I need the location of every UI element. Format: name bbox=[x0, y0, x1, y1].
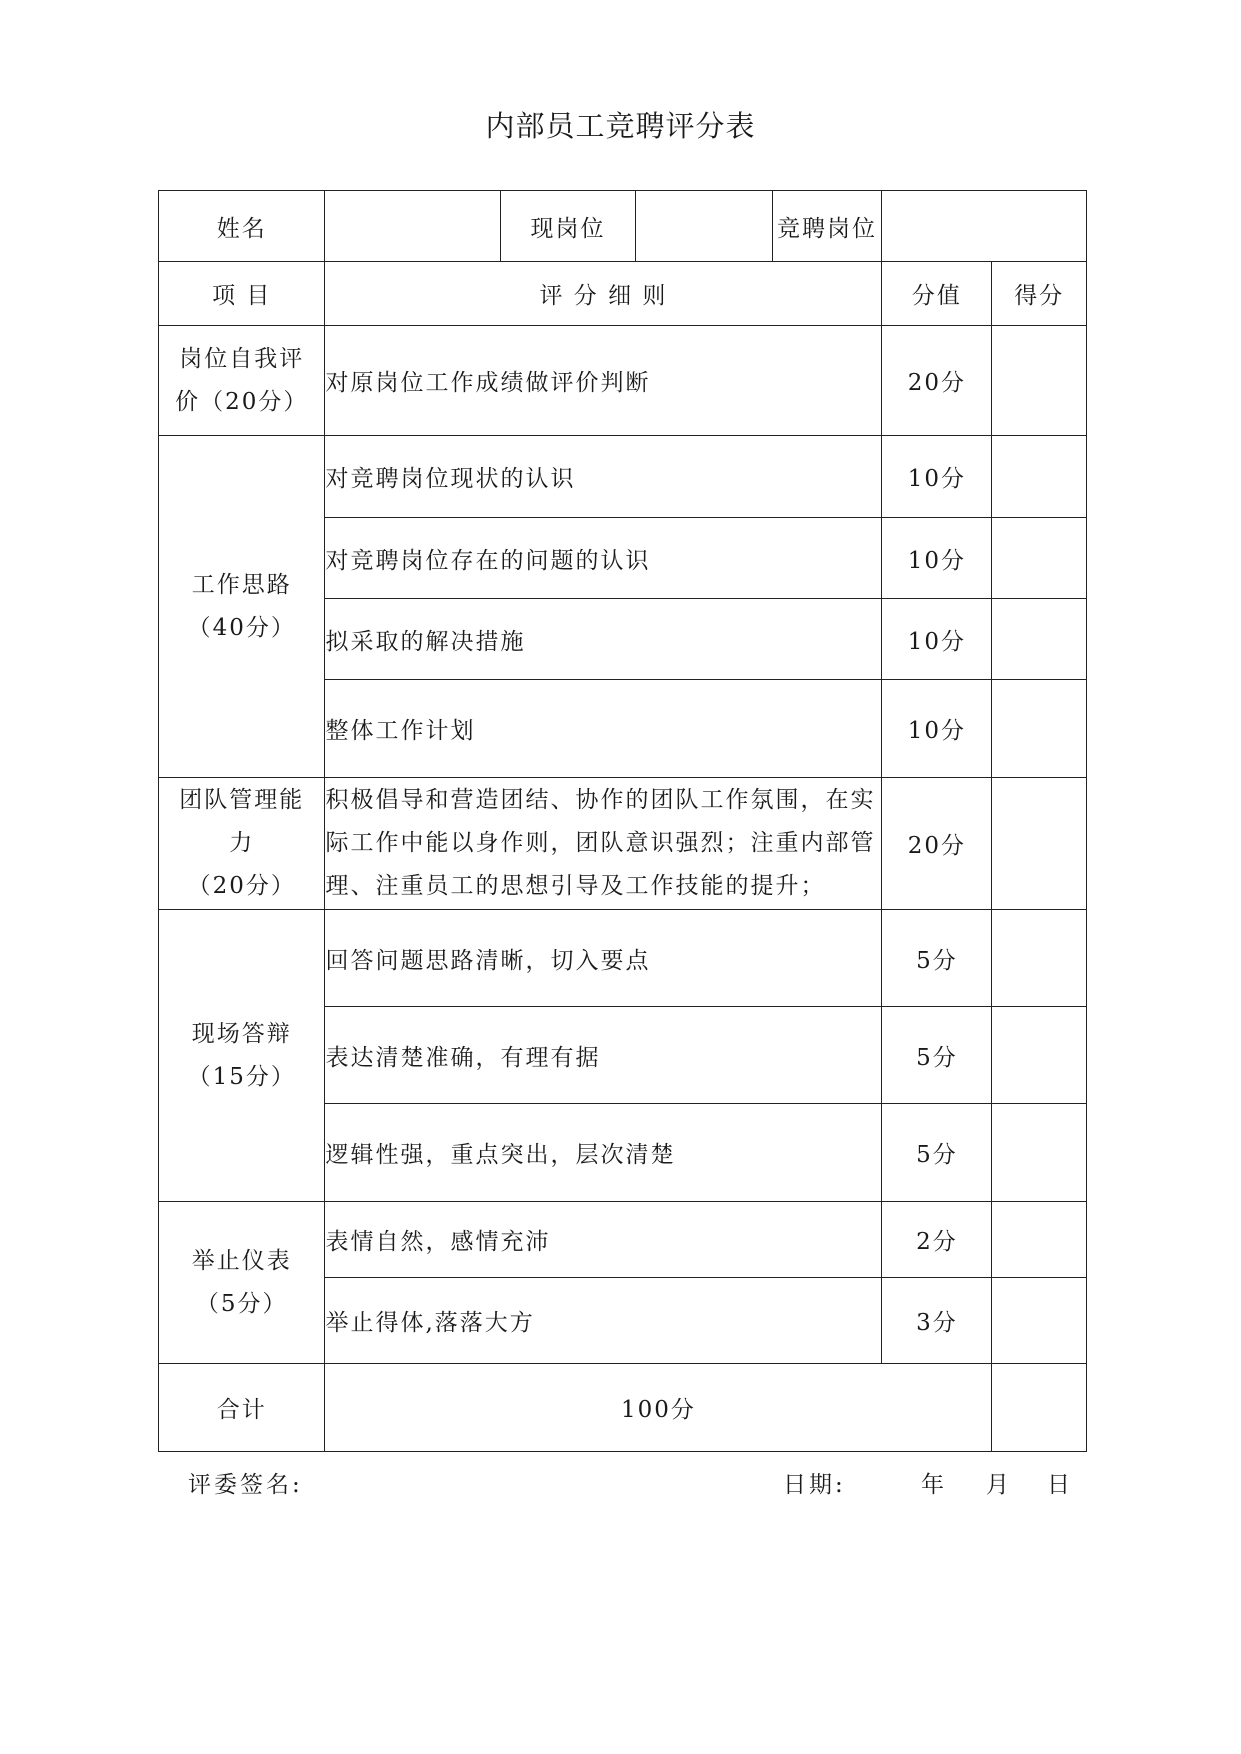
section-name-line: 力 bbox=[229, 830, 255, 856]
col-header-points: 分值 bbox=[882, 262, 992, 326]
section-on-site-defense bbox=[159, 910, 325, 1202]
table-row bbox=[159, 326, 1087, 436]
scoring-table bbox=[158, 190, 1087, 1452]
rule-cell: 举止得体,落落大方 bbox=[325, 1278, 882, 1364]
score-cell[interactable] bbox=[992, 326, 1087, 436]
rule-line: 理、注重员工的思想引导及工作技能的提升； bbox=[325, 873, 826, 899]
score-cell[interactable] bbox=[992, 1007, 1087, 1104]
rule-cell: 整体工作计划 bbox=[325, 680, 882, 778]
section-name-line: （20分） bbox=[187, 873, 296, 899]
table-row bbox=[159, 910, 1087, 1007]
points-cell: 5分 bbox=[882, 1007, 992, 1104]
rule-cell: 拟采取的解决措施 bbox=[325, 599, 882, 680]
section-team-mgmt bbox=[159, 778, 325, 910]
col-header-score: 得分 bbox=[992, 262, 1087, 326]
col-header-rules: 评 分 细 则 bbox=[325, 262, 882, 326]
rule-cell bbox=[325, 778, 882, 910]
section-name-line: 现场答辩 bbox=[191, 1020, 292, 1047]
rule-cell: 回答问题思路清晰，切入要点 bbox=[325, 910, 882, 1007]
score-cell[interactable] bbox=[992, 1202, 1087, 1278]
points-cell: 20分 bbox=[882, 326, 992, 436]
section-name-line: 工作思路 bbox=[191, 571, 292, 598]
section-work-ideas bbox=[159, 436, 325, 778]
points-cell: 3分 bbox=[882, 1278, 992, 1364]
points-cell: 5分 bbox=[882, 1104, 992, 1202]
table-row bbox=[159, 436, 1087, 518]
section-name-line: （5分） bbox=[195, 1290, 288, 1317]
score-cell[interactable] bbox=[992, 436, 1087, 518]
table-row bbox=[159, 1202, 1087, 1278]
current-post-field[interactable] bbox=[635, 191, 772, 262]
section-name-line: 岗位自我评 bbox=[179, 345, 305, 372]
col-header-item: 项 目 bbox=[159, 262, 325, 326]
name-field[interactable] bbox=[325, 191, 501, 262]
points-cell: 10分 bbox=[882, 599, 992, 680]
rule-cell: 对竞聘岗位存在的问题的认识 bbox=[325, 518, 882, 599]
score-cell[interactable] bbox=[992, 1104, 1087, 1202]
points-cell: 2分 bbox=[882, 1202, 992, 1278]
points-cell: 10分 bbox=[882, 436, 992, 518]
total-label: 合计 bbox=[159, 1364, 325, 1452]
rule-cell: 对竞聘岗位现状的认识 bbox=[325, 436, 882, 518]
table-row bbox=[159, 778, 1087, 910]
section-manner bbox=[159, 1202, 325, 1364]
points-cell: 5分 bbox=[882, 910, 992, 1007]
score-cell[interactable] bbox=[992, 680, 1087, 778]
date-month-label: 月 bbox=[986, 1472, 1009, 1498]
score-cell[interactable] bbox=[992, 778, 1087, 910]
score-cell[interactable] bbox=[992, 1278, 1087, 1364]
total-row bbox=[159, 1364, 1087, 1452]
total-score-cell[interactable] bbox=[992, 1364, 1087, 1452]
points-cell: 10分 bbox=[882, 518, 992, 599]
name-label: 姓名 bbox=[159, 191, 325, 262]
column-header-row bbox=[159, 262, 1087, 326]
score-cell[interactable] bbox=[992, 910, 1087, 1007]
date-day-label: 日 bbox=[1047, 1472, 1070, 1498]
section-name-line: （40分） bbox=[187, 614, 296, 641]
date-year-label: 年 bbox=[921, 1472, 944, 1498]
total-value: 100分 bbox=[325, 1364, 992, 1452]
rule-cell: 表情自然，感情充沛 bbox=[325, 1202, 882, 1278]
points-cell: 20分 bbox=[882, 778, 992, 910]
score-cell[interactable] bbox=[992, 599, 1087, 680]
target-post-label: 竞聘岗位 bbox=[772, 191, 882, 262]
signature-label: 评委签名: bbox=[188, 1472, 303, 1498]
section-self-eval bbox=[159, 326, 325, 436]
info-row bbox=[159, 191, 1087, 262]
section-name-line: （15分） bbox=[187, 1063, 296, 1090]
points-cell: 10分 bbox=[882, 680, 992, 778]
section-name-line: 举止仪表 bbox=[191, 1247, 292, 1274]
rule-cell: 表达清楚准确，有理有据 bbox=[325, 1007, 882, 1104]
section-name-line: 团队管理能 bbox=[179, 787, 305, 813]
page-title: 内部员工竞聘评分表 bbox=[485, 109, 756, 143]
date-label: 日期: bbox=[783, 1472, 846, 1498]
target-post-field[interactable] bbox=[882, 191, 1087, 262]
rule-line: 际工作中能以身作则，团队意识强烈；注重内部管 bbox=[325, 830, 876, 856]
rule-line: 积极倡导和营造团结、协作的团队工作氛围，在实 bbox=[325, 787, 876, 813]
rule-cell: 对原岗位工作成绩做评价判断 bbox=[325, 326, 882, 436]
section-name-line: 价（20分） bbox=[175, 388, 309, 415]
current-post-label: 现岗位 bbox=[501, 191, 636, 262]
rule-cell: 逻辑性强，重点突出，层次清楚 bbox=[325, 1104, 882, 1202]
score-cell[interactable] bbox=[992, 518, 1087, 599]
